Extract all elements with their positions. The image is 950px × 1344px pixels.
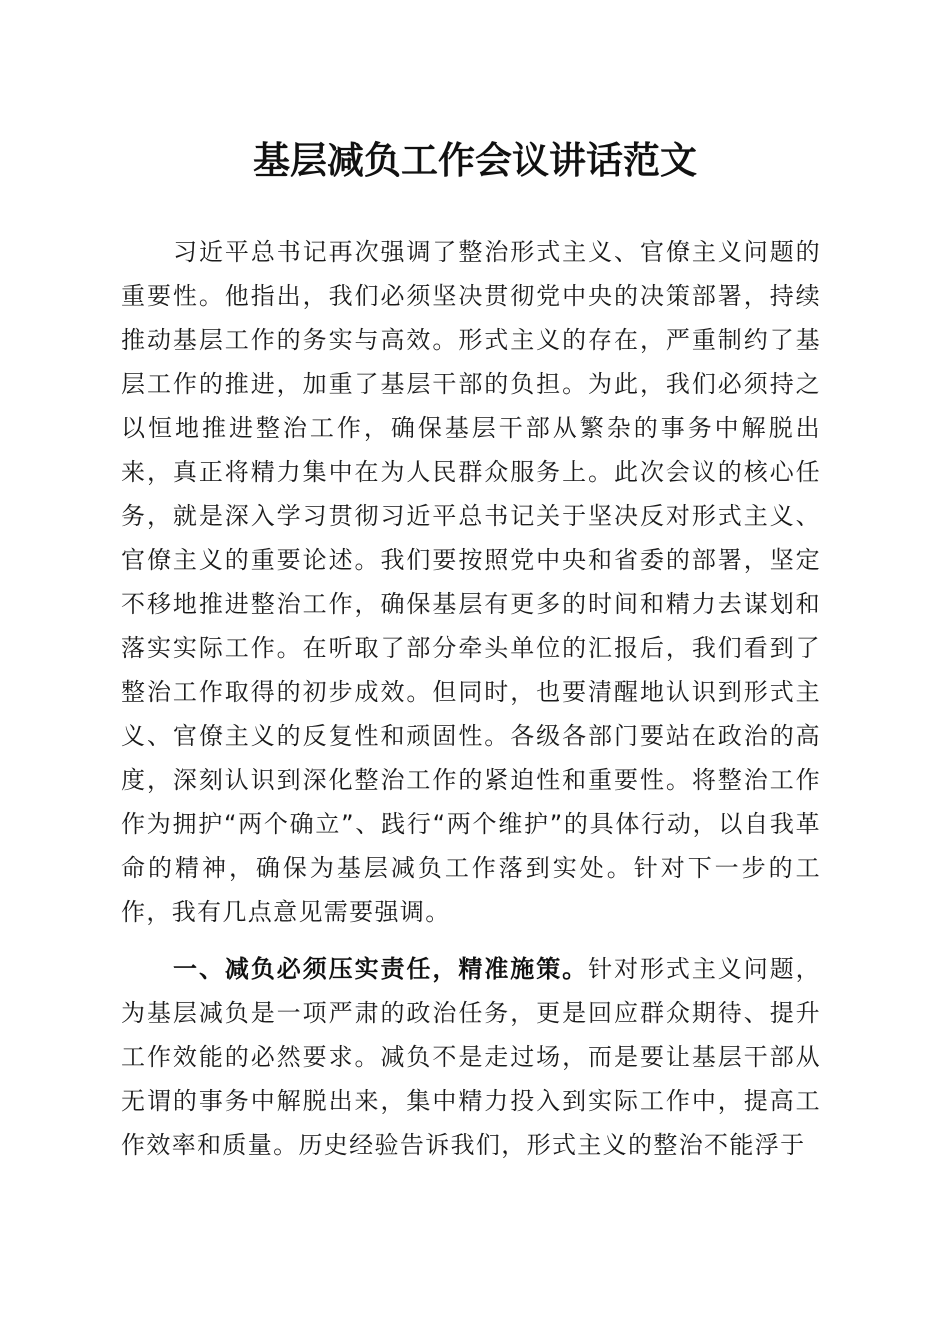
intro-paragraph: 习近平总书记再次强调了整治形式主义、官僚主义问题的重要性。他指出，我们必须坚决贯彻党中央的决策部署，持续推动基层工作的务实与高效。形式主义的存在，严重制约了基层工作的推进，加重了基层干部的负担。为此，我们必须持之以恒地推进整治工作，确保基层干部从繁杂的事务中解脱出来，真正将精力集中在为人民群众服务上。此次会议的核心任务，就是深入学习贯彻习近平总书记关于坚决反对形式主义、官僚主义的重要论述。我们要按照党中央和省委的部署，坚定不移地推进整治工作，确保基层有更多的时间和精力去谋划和落实实际工作。在听取了部分牵头单位的汇报后，我们看到了整治工作取得的初步成效。但同时，也要清醒地认识到形式主义、官僚主义的反复性和顽固性。各级各部门要站在政治的高度，深刻认识到深化整治工作的紧迫性和重要性。将整治工作作为拥护“两个确立”、践行“两个维护”的具体行动，以自我革命的精神，确保为基层减负工作落到实处。针对下一步的工作，我有几点意见需要强调。 (121, 238, 821, 926)
section-1-heading: 一、减负必须压实责任，精准施策。 (173, 955, 589, 983)
section-1-paragraph (121, 947, 821, 1167)
document-title: 基层减负工作会议讲话范文 (253, 138, 697, 182)
section-1-text: 针对形式主义问题，为基层减负是一项严肃的政治任务，更是回应群众期待、提升工作效能的必然要求。减负不是走过场，而是要让基层干部从无谓的事务中解脱出来，集中精力投入到实际工作中，提高工作效率和质量。历史经验告诉我们，形式主义的整治不能浮于 (121, 955, 821, 1159)
